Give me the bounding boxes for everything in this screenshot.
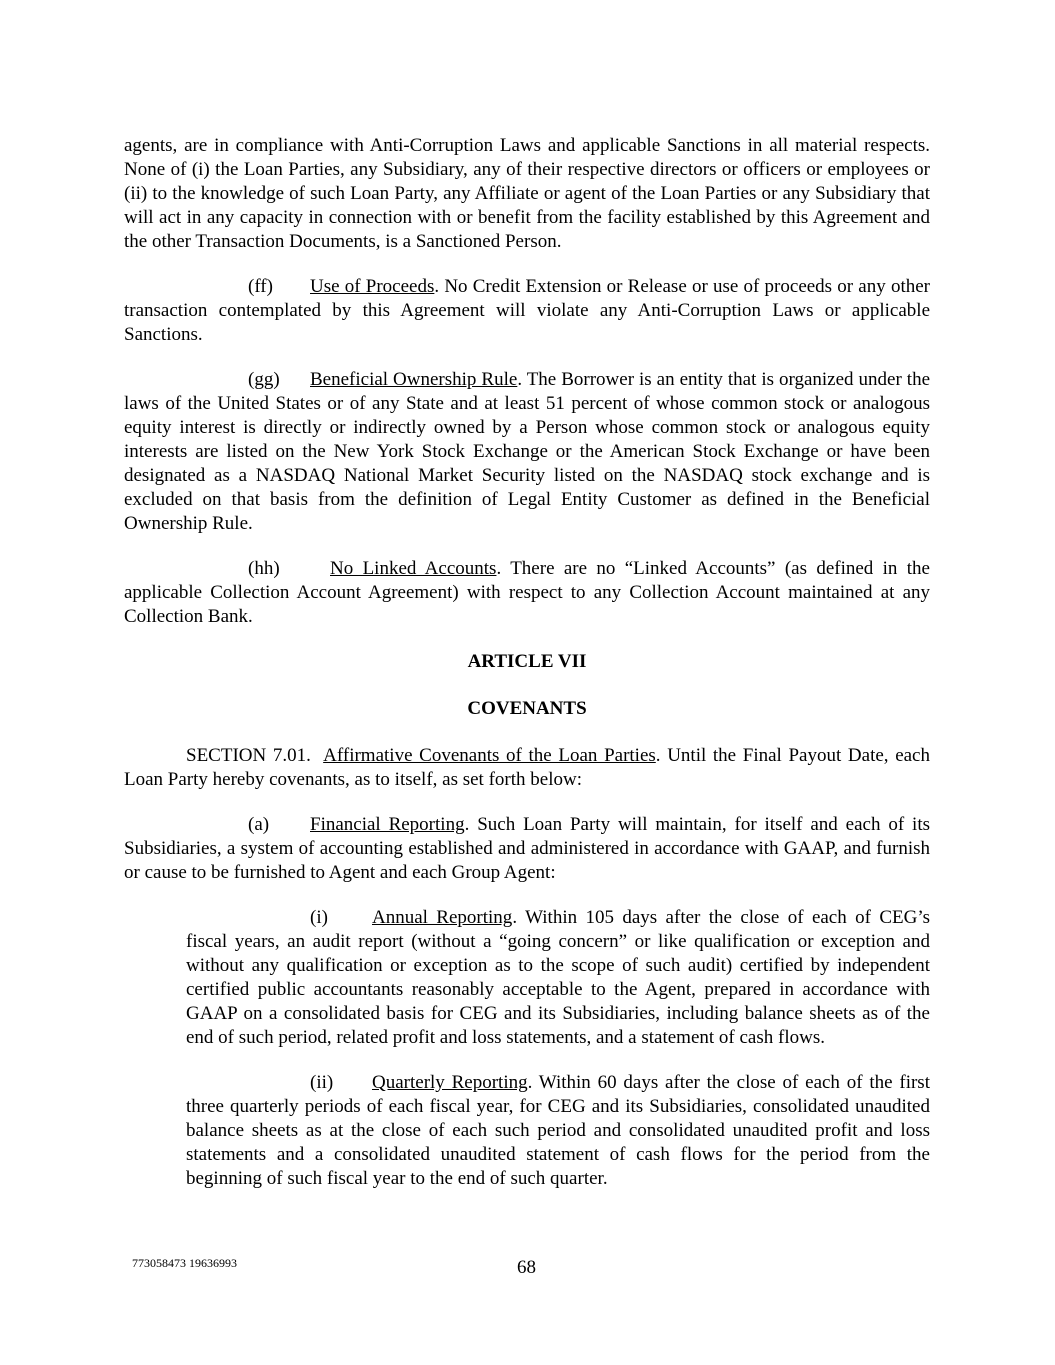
paragraph-label: (a) <box>248 814 270 835</box>
paragraph-text: . Within 105 days after the close of each of CEG’s fiscal years, an audit report (without a “going concern” or like qualification or exception and without any qualification or exception as to the scope of such audit) certified by independent certified public accountants reasonably acceptable to the Agent, prepared in accordance with GAAP on a consolidated basis for CEG and its Subsidiaries, including balance sheets as of the end of such period, related profit and loss statements, and a statement of cash flows. <box>186 907 930 1048</box>
paragraph-heading: Use of Proceeds <box>310 276 435 297</box>
paragraph-a <box>124 813 930 885</box>
paragraph-heading: Beneficial Ownership Rule <box>310 369 518 390</box>
paragraph-label: (i) <box>310 907 328 928</box>
paragraph-text: . The Borrower is an entity that is organized under the laws of the United States or of any State and at least 51 percent of whose common stock or analogous equity interest is directly or indirectly owned by a Person whose common stock or analogous equity interests are listed on the New York Stock Exchange or the American Stock Exchange or have been designated as a NASDAQ National Market Security listed on the NASDAQ stock exchange and is excluded on that basis from the definition of Legal Entity Customer as defined in the Beneficial Ownership Rule. <box>124 369 930 534</box>
paragraph-text: . Within 60 days after the close of each of the first three quarterly periods of each fiscal year, for CEG and its Subsidiaries, consolidated unaudited balance sheets as at the close of each such period and consolidated unaudited profit and loss statements and a consolidated unaudited statement of cash flows for the period from the beginning of such fiscal year to the end of such quarter. <box>186 1072 930 1189</box>
paragraph-i <box>186 906 930 1050</box>
paragraph-ee-continuation <box>124 134 930 254</box>
paragraph-heading: Annual Reporting <box>372 907 513 928</box>
page-number: 68 <box>517 1257 536 1278</box>
paragraph-label: (ii) <box>310 1072 334 1093</box>
paragraph-label: (hh) <box>248 558 280 579</box>
paragraph-heading: No Linked Accounts <box>330 558 497 579</box>
section-7-01 <box>124 744 930 792</box>
paragraph-ff <box>124 275 930 347</box>
document-id: 773058473 19636993 <box>132 1256 237 1270</box>
section-text: . Until the Final Payout Date, each Loan Party hereby covenants, as to itself, as set forth below: <box>124 745 930 790</box>
paragraph-heading: Financial Reporting <box>310 814 465 835</box>
paragraph-label: (ff) <box>248 276 273 297</box>
paragraph-text: agents, are in compliance with Anti-Corruption Laws and applicable Sanctions in all material respects. None of (i) the Loan Parties, any Subsidiary, any of their respective directors or officers or employees or (ii) to the knowledge of such Loan Party, any Affiliate or agent of the Loan Parties or any Subsidiary that will act in any capacity in connection with or benefit from the facility established by this Agreement and the other Transaction Documents, is a Sanctioned Person. <box>124 135 930 252</box>
paragraph-heading: Quarterly Reporting <box>372 1072 528 1093</box>
document-body <box>124 134 930 1212</box>
paragraph-text: . No Credit Extension or Release or use of proceeds or any other transaction contemplated by this Agreement will violate any Anti-Corruption Laws or applicable Sanctions. <box>124 276 930 345</box>
paragraph-label: (gg) <box>248 369 280 390</box>
paragraph-gg <box>124 368 930 536</box>
article-subtitle: COVENANTS <box>467 698 587 719</box>
section-heading: Affirmative Covenants of the Loan Parties <box>323 745 656 766</box>
paragraph-text: . There are no “Linked Accounts” (as defined in the applicable Collection Account Agreement) with respect to any Collection Account maintained at any Collection Bank. <box>124 558 930 627</box>
paragraph-hh <box>124 557 930 629</box>
section-label: SECTION 7.01. <box>186 745 311 766</box>
paragraph-text: . Such Loan Party will maintain, for itself and each of its Subsidiaries, a system of accounting established and administered in accordance with GAAP, and furnish or cause to be furnished to Agent and each Group Agent: <box>124 814 931 883</box>
article-title: ARTICLE VII <box>467 651 587 672</box>
paragraph-ii <box>186 1071 930 1191</box>
